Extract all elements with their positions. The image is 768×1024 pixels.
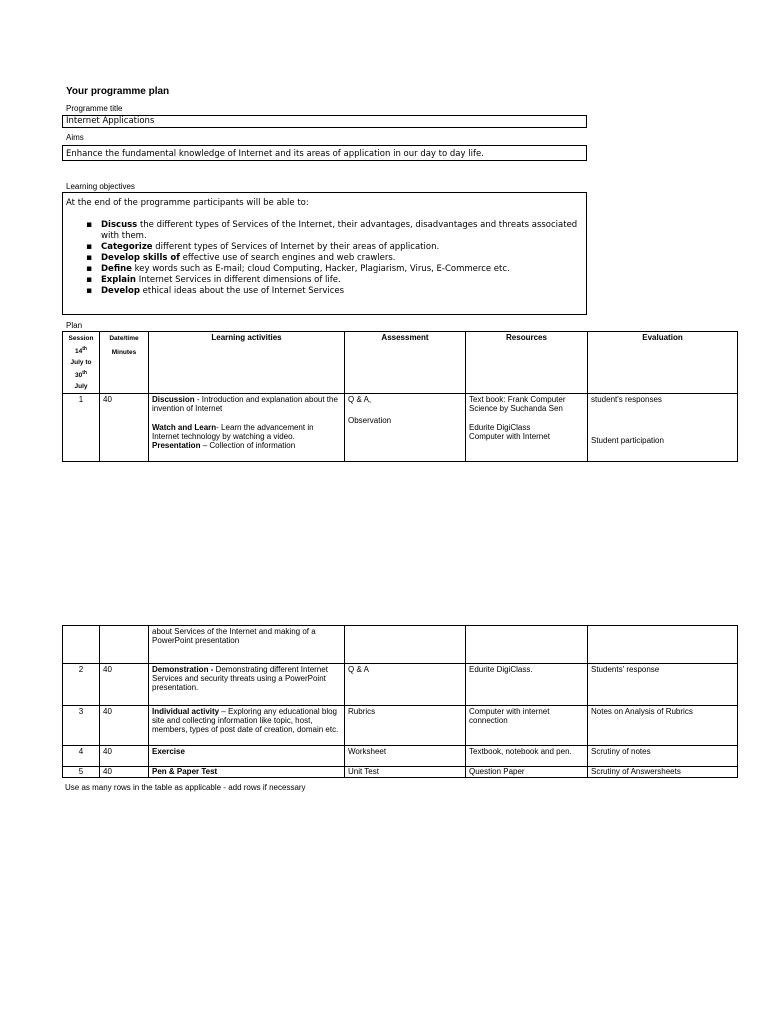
learning-objectives-label: Learning objectives (66, 182, 135, 191)
objective-item (101, 220, 583, 242)
plan-label: Plan (66, 321, 83, 330)
evaluation-cell: Scrutiny of notes (588, 746, 738, 767)
activities-cell: Exercise (149, 746, 345, 767)
plan-table (62, 331, 738, 462)
table-header-row (63, 332, 738, 394)
objective-item (101, 264, 583, 275)
activities-cell: Demonstration - Demonstrating different Internet Services and security threats using a PowerPoint presentation. (149, 664, 345, 706)
activities-cell: Individual activity – Exploring any educational blog site and collecting information like topic, host, members, types of post date of creation, domain etc. (149, 706, 345, 746)
minutes-cell: 40 (100, 706, 149, 746)
objective-verb: Develop skills of (101, 253, 180, 263)
session-cell: 4 (63, 746, 100, 767)
objective-text: key words such as E-mail; cloud Computing, Hacker, Plagiarism, Virus, E-Commerce etc. (131, 264, 510, 274)
assessment-cell (345, 626, 466, 664)
session-cell (63, 626, 100, 664)
activities-cell: Pen & Paper Test (149, 767, 345, 778)
session-cell: 3 (63, 706, 100, 746)
minutes-cell (100, 626, 149, 664)
objective-verb: Develop (101, 286, 140, 296)
table-row (63, 626, 738, 664)
table-row (63, 394, 738, 462)
minutes-cell: 40 (100, 746, 149, 767)
assessment-cell: Q & A (345, 664, 466, 706)
assessment-cell: Worksheet (345, 746, 466, 767)
resources-cell: Edurite DigiClass. (466, 664, 588, 706)
session-cell: 2 (63, 664, 100, 706)
resources-cell: Question Paper (466, 767, 588, 778)
session-header: Session 14th July to 30th July (63, 332, 100, 394)
objective-text: effective use of search engines and web crawlers. (179, 253, 396, 263)
table-row (63, 767, 738, 778)
resources-cell: Textbook, notebook and pen. (466, 746, 588, 767)
table-row (63, 664, 738, 706)
assessment-cell: Q & A, Observation (345, 394, 466, 462)
objectives-list (66, 220, 583, 297)
objective-text: ethical ideas about the use of Internet Services (139, 286, 345, 296)
table-row (63, 706, 738, 746)
assessment-header: Assessment (345, 332, 466, 394)
session-cell: 5 (63, 767, 100, 778)
evaluation-cell: Students' response (588, 664, 738, 706)
evaluation-cell (588, 626, 738, 664)
aims-field[interactable]: Enhance the fundamental knowledge of Internet and its areas of application in our day to day life. (62, 145, 587, 161)
evaluation-cell: student's responses Student participation (588, 394, 738, 462)
objective-item (101, 242, 583, 253)
objective-item (101, 286, 583, 297)
minutes-cell: 40 (100, 767, 149, 778)
footer-note: Use as many rows in the table as applicable - add rows if necessary (65, 783, 306, 792)
plan-table-continued (62, 625, 738, 778)
aims-label: Aims (66, 133, 84, 142)
objective-text: the different types of Services of the Internet, their advantages, disadvantages and threats associated with them. (101, 220, 578, 241)
programme-title-field[interactable]: Internet Applications (62, 115, 587, 128)
objective-text: different types of Services of Internet by their areas of application. (152, 242, 440, 252)
resources-cell: Text book: Frank Computer Science by Suchanda Sen Edurite DigiClass Computer with Internet (466, 394, 588, 462)
objective-verb: Discuss (101, 220, 138, 230)
evaluation-cell: Scrutiny of Answersheets (588, 767, 738, 778)
minutes-cell: 40 (100, 394, 149, 462)
evaluation-header: Evaluation (588, 332, 738, 394)
objectives-intro: At the end of the programme participants will be able to: (66, 198, 309, 208)
objective-verb: Explain (101, 275, 136, 285)
activities-cell: Discussion - Introduction and explanation about the invention of Internet Watch and Learn- Learn the advancement in Internet technology by watching a video. Presentation – Collection of information (149, 394, 345, 462)
activities-cell: about Services of the Internet and making of a PowerPoint presentation (149, 626, 345, 664)
datetime-header: Date/time Minutes (100, 332, 149, 394)
activities-header: Learning activities (149, 332, 345, 394)
table-row (63, 746, 738, 767)
resources-cell: Computer with internet connection (466, 706, 588, 746)
objective-verb: Define (101, 264, 132, 274)
objective-text: Internet Services in different dimensions of life. (136, 275, 341, 285)
minutes-cell: 40 (100, 664, 149, 706)
resources-header: Resources (466, 332, 588, 394)
resources-cell (466, 626, 588, 664)
assessment-cell: Rubrics (345, 706, 466, 746)
programme-title-label: Programme title (66, 104, 123, 113)
page-heading: Your programme plan (66, 86, 170, 97)
objective-item (101, 253, 583, 264)
objective-item (101, 275, 583, 286)
objective-verb: Categorize (101, 242, 153, 252)
session-cell: 1 (63, 394, 100, 462)
assessment-cell: Unit Test (345, 767, 466, 778)
evaluation-cell: Notes on Analysis of Rubrics (588, 706, 738, 746)
learning-objectives-field[interactable] (62, 192, 587, 315)
